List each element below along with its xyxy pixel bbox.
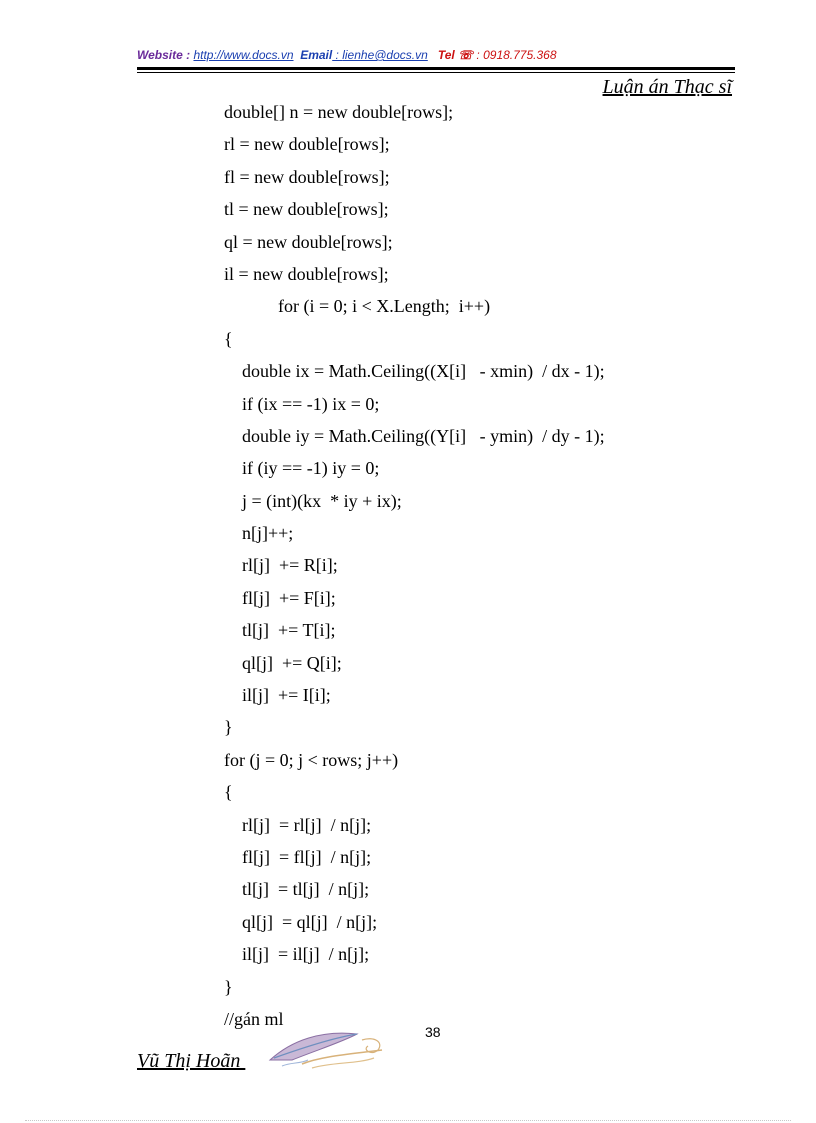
phone-number: 0918.775.368 <box>483 48 557 62</box>
code-line: n[j]++; <box>224 523 294 544</box>
code-line: } <box>224 976 233 997</box>
code-line: rl = new double[rows]; <box>224 134 390 155</box>
code-line: tl = new double[rows]; <box>224 199 389 220</box>
website-sep: : <box>182 48 194 62</box>
code-line: ql[j] = ql[j] / n[j]; <box>224 911 378 932</box>
code-line: fl = new double[rows]; <box>224 166 390 187</box>
code-block <box>224 96 724 1035</box>
website-label: Website <box>137 48 183 62</box>
code-line: double iy = Math.Ceiling((Y[i] - ymin) / dy - 1); <box>224 425 605 446</box>
email-label: Email <box>300 48 333 62</box>
code-line: double ix = Math.Ceiling((X[i] - xmin) / dx - 1); <box>224 361 605 382</box>
header-rule <box>137 67 735 73</box>
phone-icon: ☏ <box>458 48 474 62</box>
code-line: rl[j] += R[i]; <box>224 555 338 576</box>
code-line: il[j] += I[i]; <box>224 685 331 706</box>
code-line: il = new double[rows]; <box>224 263 389 284</box>
code-line: if (iy == -1) iy = 0; <box>224 458 380 479</box>
code-line: fl[j] += F[i]; <box>224 587 336 608</box>
thesis-title: Luận án Thạc sĩ <box>602 76 732 98</box>
code-line: tl[j] = tl[j] / n[j]; <box>224 879 370 900</box>
code-line: rl[j] = rl[j] / n[j]; <box>224 814 372 835</box>
feather-ornament-icon <box>262 1020 392 1075</box>
code-line: } <box>224 717 233 738</box>
author-name: Vũ Thị Hoãn <box>137 1050 246 1072</box>
code-line: fl[j] = fl[j] / n[j]; <box>224 846 372 867</box>
tel-label: Tel <box>437 48 455 62</box>
site-header <box>137 48 637 62</box>
page-bottom-border <box>25 1120 791 1121</box>
code-line: { <box>224 328 233 349</box>
code-line: double[] n = new double[rows]; <box>224 102 454 122</box>
code-line: il[j] = il[j] / n[j]; <box>224 944 370 965</box>
code-line: for (j = 0; j < rows; j++) <box>224 749 399 770</box>
code-line: for (i = 0; i < X.Length; i++) <box>224 296 491 317</box>
code-line: { <box>224 782 233 803</box>
email-link[interactable]: lienhe@docs.vn <box>342 48 428 62</box>
code-line: //gán ml <box>224 1008 284 1029</box>
code-line: tl[j] += T[i]; <box>224 620 336 641</box>
tel-sep: : <box>473 48 484 62</box>
website-link[interactable]: http://www.docs.vn <box>193 48 294 62</box>
page-number: 38 <box>425 1024 441 1040</box>
code-line: ql = new double[rows]; <box>224 231 393 252</box>
code-line: if (ix == -1) ix = 0; <box>224 393 380 414</box>
code-line: j = (int)(kx * iy + ix); <box>224 490 402 511</box>
code-line: ql[j] += Q[i]; <box>224 652 342 673</box>
email-sep: : <box>332 48 343 62</box>
